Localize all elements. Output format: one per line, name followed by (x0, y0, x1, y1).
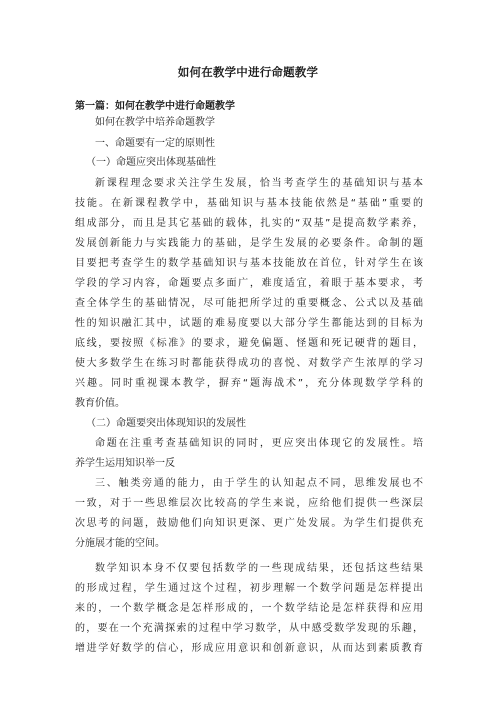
section-heading: 第一篇：如何在教学中进行命题教学 (75, 101, 235, 112)
document-title: 如何在教学中进行命题教学 (177, 65, 319, 79)
text-line: 来的，一个数学概念是怎样形成的，一个数学结论是怎样获得和应用 (75, 603, 423, 614)
text-line: 三、触类旁通的能力，由于学生的认知起点不同，思维发展也不 (95, 478, 423, 489)
text-line: 兴趣。同时重视课本教学，摒弃“题海战术”，充分体现数学学科的 (75, 378, 423, 389)
text-line: 新课程理念要求关注学生发展，恰当考查学生的基础知识与基本 (95, 178, 423, 189)
text-line: 数学知识本身不仅要包括数学的一些现成结果，还包括这些结果 (95, 563, 423, 574)
text-line: 查全体学生的基础情况，尽可能把所学过的重要概念、公式以及基础 (75, 298, 423, 309)
text-line: （二）命题要突出体现知识的发展性 (86, 418, 246, 429)
text-line: 技能。在新课程教学中，基础知识与基本技能依然是“基础”重要的 (75, 198, 423, 209)
text-line: 目要把考查学生的数学基础知识与基本技能放在首位，针对学生在该 (75, 258, 423, 269)
text-line: 命题在注重考查基础知识的同时，更应突出体现它的发展性。培 (95, 438, 423, 449)
text-line: 养学生运用知识举一反 (75, 458, 175, 469)
text-line: 性的知识融汇其中，试题的难易度要以大部分学生都能达到的目标为 (75, 318, 423, 329)
text-line: 如何在教学中培养命题教学 (95, 117, 215, 128)
text-line: （一）命题应突出体现基础性 (86, 157, 216, 168)
text-line: 分施展才能的空间。 (75, 538, 165, 549)
text-line: 学段的学习内容，命题要点多面广，难度适宜，着眼于基本要求，考 (75, 278, 423, 289)
text-line: 教育价值。 (75, 398, 125, 409)
text-line: 的形成过程，学生通过这个过程，初步理解一个数学问题是怎样提出 (75, 583, 423, 594)
text-line: 组成部分，而且是其它基础的载体，扎实的“双基”是提高数学素养， (75, 218, 423, 229)
text-line: 次思考的问题，鼓励他们向知识更深、更广处发展。为学生们提供充 (75, 518, 423, 529)
text-line: 底线，要按照《标准》的要求，避免偏题、怪题和死记硬背的题目， (75, 338, 423, 349)
text-line: 发展创新能力与实践能力的基础，是学生发展的必要条件。命制的题 (75, 238, 423, 249)
text-line: 一致，对于一些思维层次比较高的学生来说，应给他们提供一些深层 (75, 498, 423, 509)
text-line: 增进学好数学的信心，形成应用意识和创新意识，从而达到素质教育 (75, 643, 423, 654)
text-line: 一、命题要有一定的原则性 (95, 138, 215, 149)
text-line: 使大多数学生在练习时都能获得成功的喜悦、对数学产生浓厚的学习 (75, 358, 423, 369)
text-line: 的，要在一个充满探索的过程中学习数学，从中感受数学发现的乐趣， (75, 623, 423, 634)
